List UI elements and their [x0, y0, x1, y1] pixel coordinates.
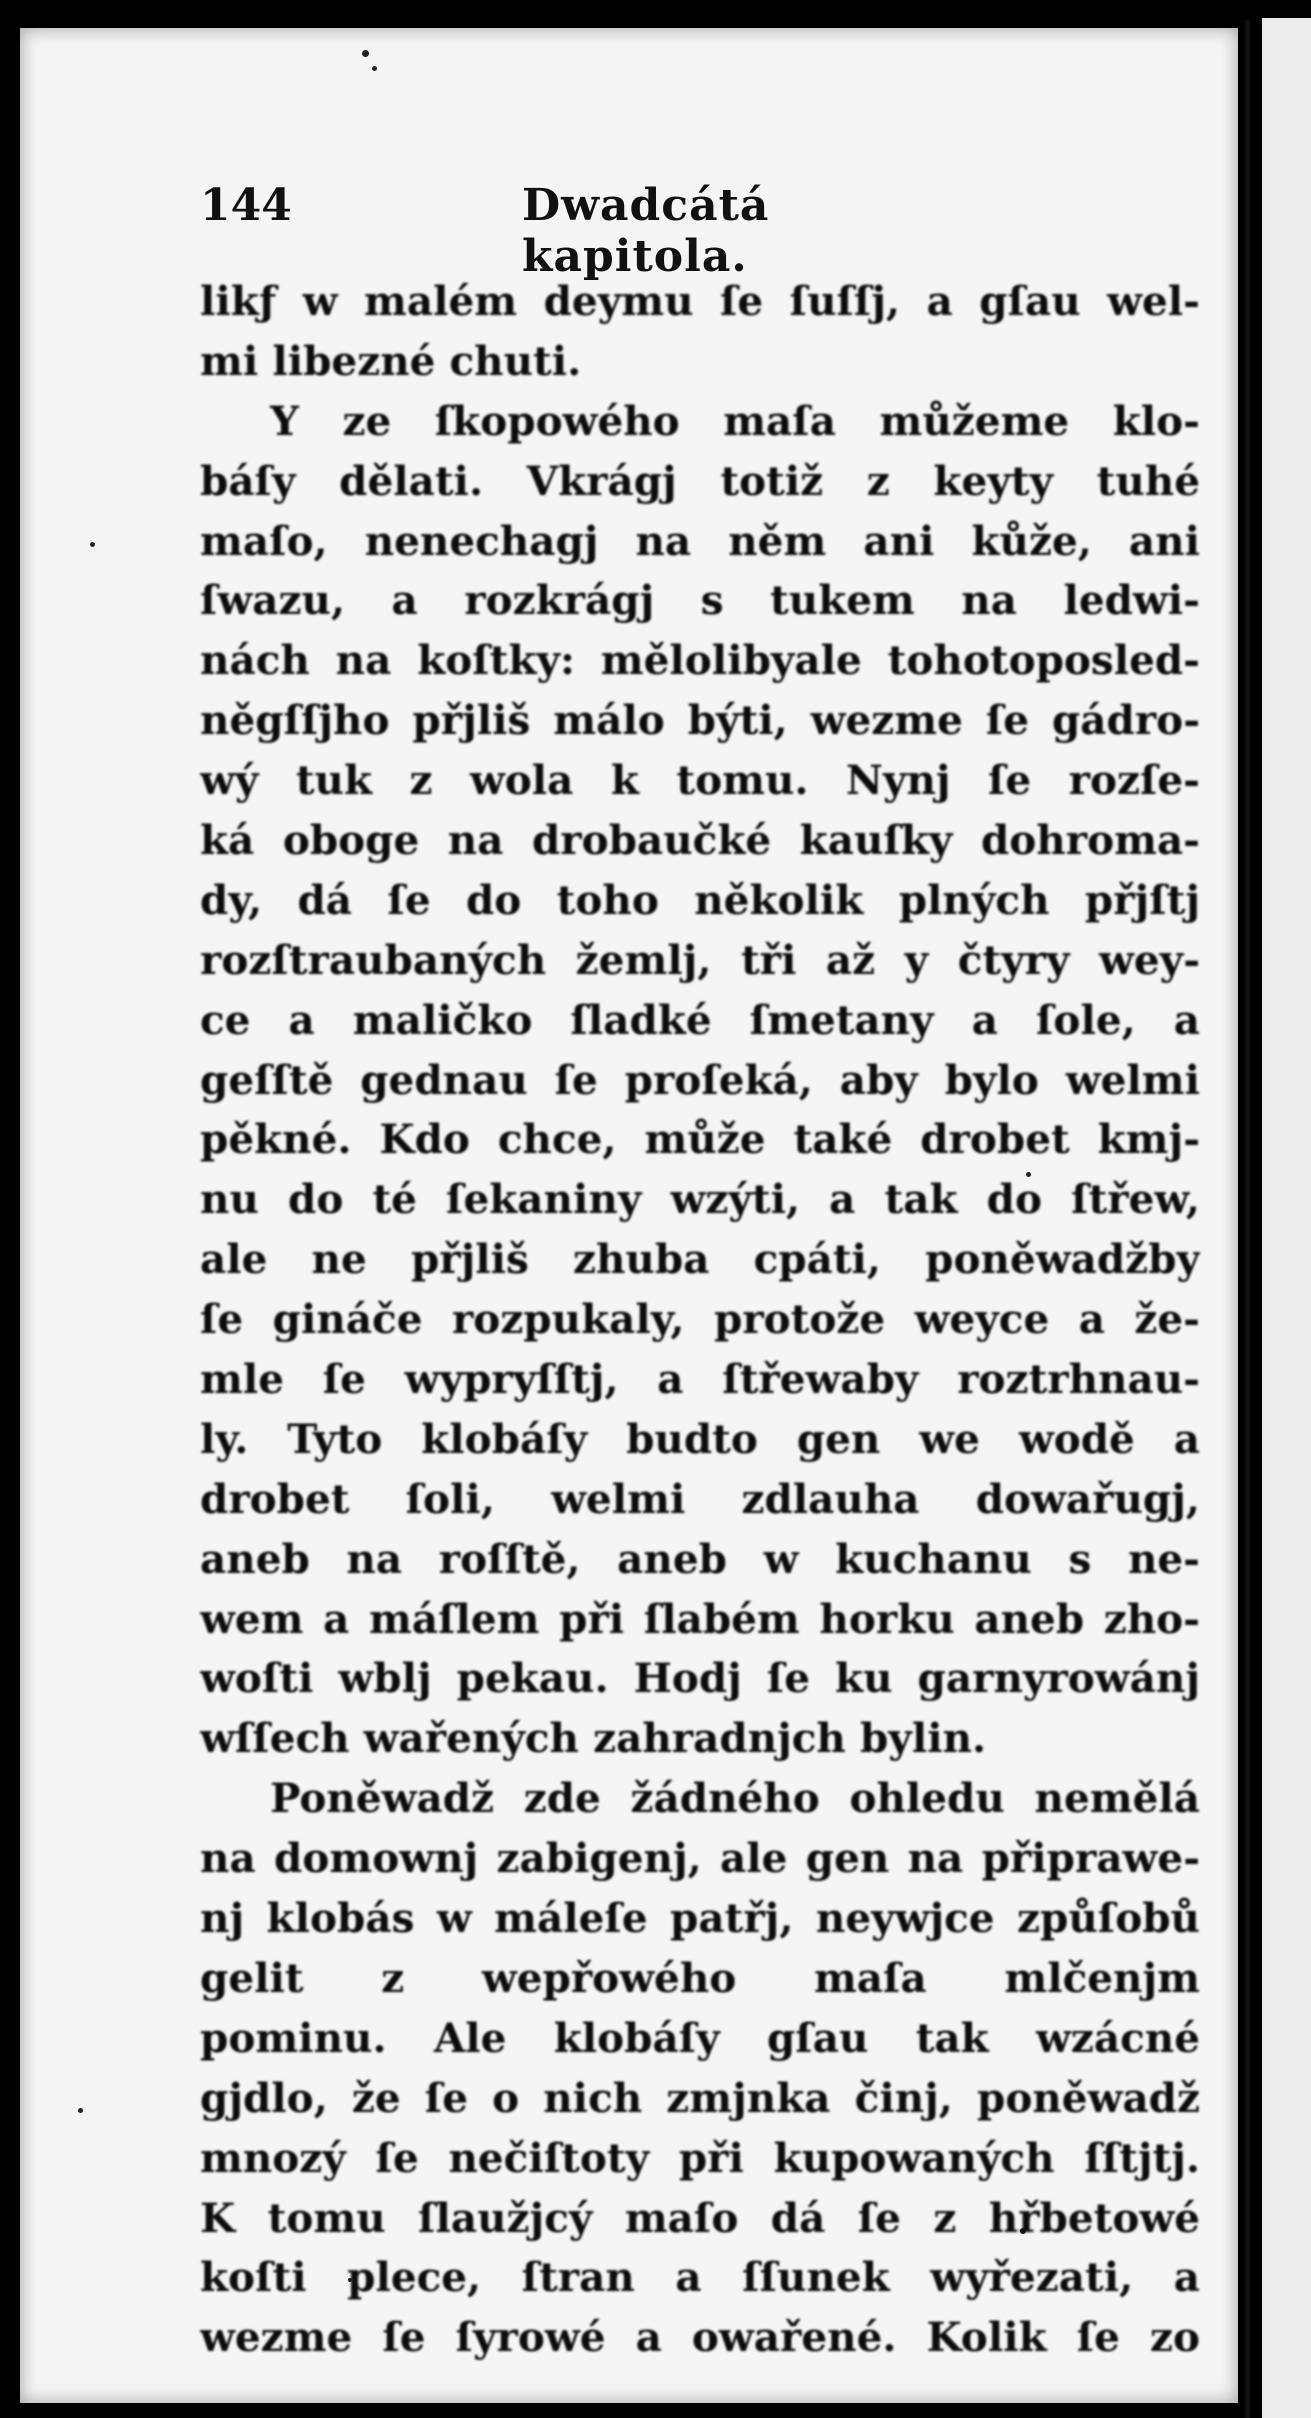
text-line: pominu. Ale klobáſy gſau tak wzácné — [200, 2013, 1200, 2062]
text-line: rozſtraubaných žemlj, tři až y čtyry wey- — [200, 935, 1200, 984]
text-line: maſo, nenechagj na něm ani kůže, ani — [200, 516, 1200, 565]
text-line: ale ne přjliš zhuba cpáti, poněwadžby — [200, 1235, 1200, 1284]
text-line: wý tuk z wola k tomu. Nynj ſe rozſe- — [200, 756, 1200, 805]
text-line: drobet ſoli, welmi zdlauha dowařugj, — [200, 1474, 1200, 1523]
text-line: wem a máſlem při ſlabém horku aneb zho- — [200, 1594, 1200, 1643]
text-line: ce a maličko ſladké ſmetany a ſole, a — [200, 995, 1200, 1044]
text-line: mi libezné chuti. — [200, 336, 582, 385]
text-line: gelit z wepřowého maſa mlčenjm — [200, 1953, 1200, 2002]
text-line: ly. Tyto klobáſy budto gen we wodě a — [200, 1414, 1200, 1463]
paper-speck — [90, 542, 95, 547]
text-line: nj klobás w máleſe patřj, neywjce způſobů — [200, 1894, 1200, 1943]
text-line: geſſtě gednau ſe proſeká, aby bylo welmi — [200, 1055, 1200, 1104]
text-line: nách na koſtky: mělolibyale tohotoposled- — [200, 636, 1200, 685]
chapter-title: Dwadcátá kapitola. — [522, 180, 770, 282]
text-line: gjdlo, že ſe o nich zmjnka činj, poněwadž — [200, 2073, 1200, 2122]
text-line: Y ze ſkopowého maſa můžeme klo- — [270, 396, 1200, 445]
text-line: něgſſjho přjliš málo býti, wezme ſe gádro- — [200, 696, 1200, 745]
text-line: wezme ſe ſyrowé a owařené. Kolik ſe zo — [200, 2313, 1200, 2362]
text-line: ſwazu, a rozkrágj s tukem na ledwi- — [200, 576, 1200, 625]
text-line: ká oboge na drobaučké kauſky dohroma- — [200, 816, 1200, 865]
page-number: 144 — [200, 180, 292, 231]
text-line: nu do té ſekaniny wzýti, a tak do ſtřew, — [200, 1175, 1200, 1224]
text-line: dy, dá ſe do toho několik plných přjſtj — [200, 875, 1200, 924]
text-line: mnozý ſe nečiſtoty při kupowaných ſſtjtj. — [200, 2133, 1200, 2182]
text-line: likƒ w malém deymu ſe ſuſſj, a gſau wel- — [200, 277, 1200, 325]
text-line: K tomu ſlaužjcý maſo dá ſe z hřbetowé — [200, 2193, 1200, 2242]
page-gutter-shadow — [1245, 20, 1250, 2418]
text-line: Poněwadž zde žádného ohledu nemělá — [270, 1774, 1200, 1823]
paper-speck — [78, 2108, 83, 2113]
text-line: pěkné. Kdo chce, může také drobet kmj- — [200, 1115, 1200, 1164]
text-line: ſe gináče rozpukaly, protože weyce a že- — [200, 1295, 1200, 1344]
text-line: báſy dělati. Vkrágj totiž z keyty tuhé — [200, 456, 1200, 505]
text-line: woſti wblj pekau. Hodj ſe ku garnyrowánj — [200, 1654, 1200, 1703]
running-head — [200, 180, 990, 282]
text-line: aneb na roſſtě, aneb w kuchanu s ne- — [200, 1534, 1200, 1583]
paper-speck — [372, 66, 377, 71]
paper-speck — [362, 50, 369, 57]
text-line: mle ſe wypryſſtj, a ſtřewaby roztrhnau- — [200, 1355, 1200, 1404]
body-text — [200, 272, 1200, 2362]
facing-page-edge — [1262, 18, 1311, 2418]
text-line: wſſech wařených zahradnjch bylin. — [200, 1714, 987, 1763]
text-line: na domownj zabigenj, ale gen na připrawe- — [200, 1834, 1200, 1883]
text-line: koſti plece, ſtran a ſſunek wyřezati, a — [200, 2253, 1200, 2302]
